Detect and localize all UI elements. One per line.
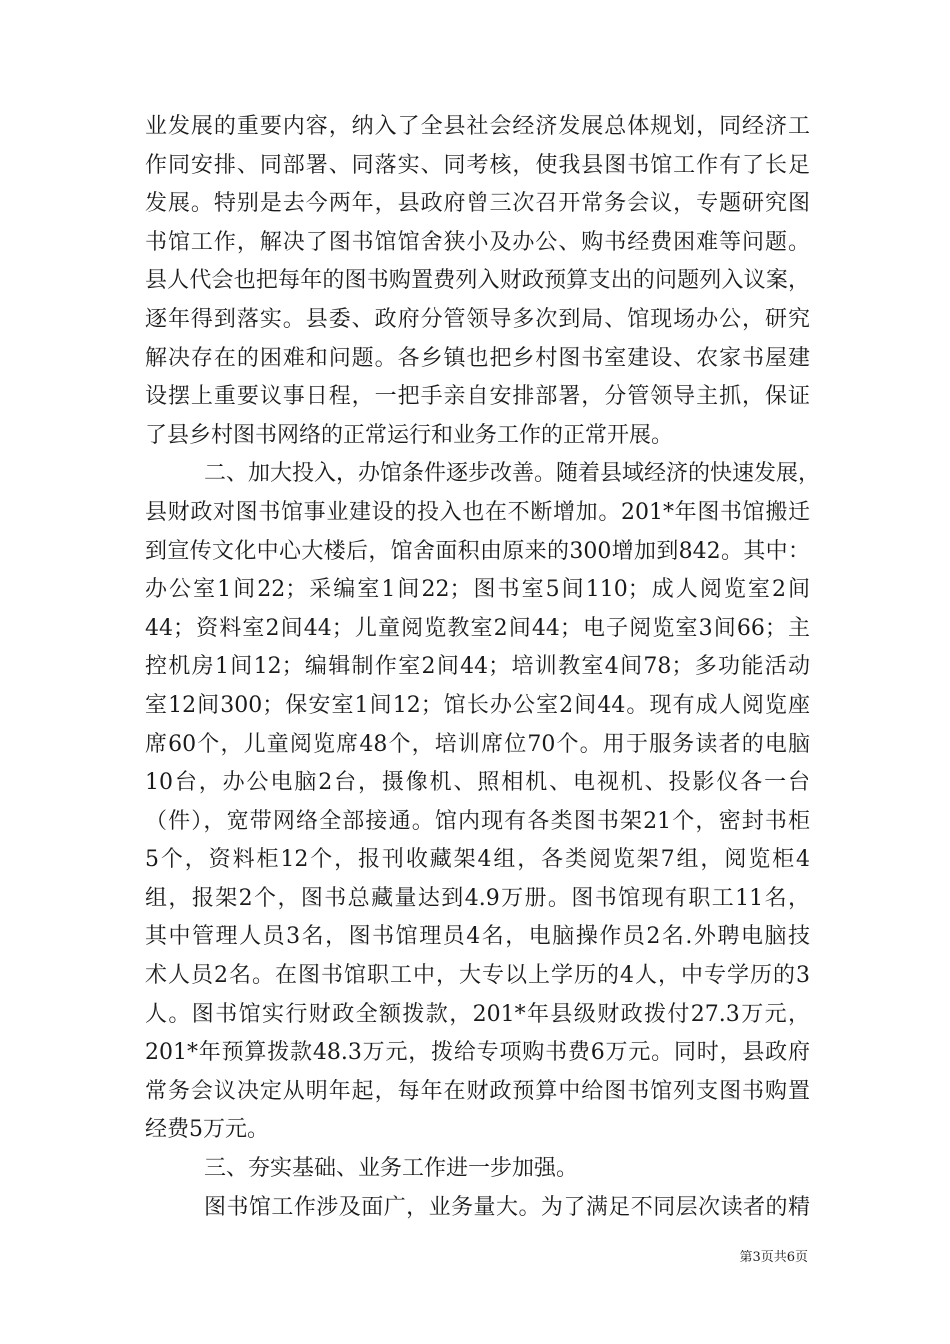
text-line: 组，报架2个，图书总藏量达到4.9万册。图书馆现有职工11名，: [145, 885, 810, 911]
text-line: 经费5万元。: [145, 1117, 269, 1143]
text-line: 县人代会也把每年的图书购置费列入财政预算支出的问题列入议案，: [145, 268, 810, 294]
section-heading-3: 三、夯实基础、业务工作进一步加强。: [204, 1156, 579, 1182]
text-line: 作同安排、同部署、同落实、同考核，使我县图书馆工作有了长足: [145, 152, 810, 178]
text-line: 图书馆工作涉及面广，业务量大。为了满足不同层次读者的精: [204, 1194, 810, 1220]
text-line: 办公室1间22；采编室1间22；图书室5间110；成人阅览室2间: [145, 577, 810, 603]
section-heading-2: 二、加大投入，办馆条件逐步改善。随着县域经济的快速发展，: [204, 461, 821, 487]
text-line: 席60个，儿童阅览席48个，培训席位70个。用于服务读者的电脑: [145, 731, 810, 757]
text-line: 201*年预算拨款48.3万元，拨给专项购书费6万元。同时，县政府: [145, 1040, 810, 1066]
text-line: 县财政对图书馆事业建设的投入也在不断增加。201*年图书馆搬迁: [145, 499, 810, 525]
page-number: 第3页共6页: [739, 1250, 808, 1265]
text-line: 其中管理人员3名，图书馆理员4名，电脑操作员2名.外聘电脑技: [145, 924, 810, 950]
text-line: 发展。特别是去今两年，县政府曾三次召开常务会议，专题研究图: [145, 191, 810, 217]
text-line: 控机房1间12；编辑制作室2间44；培训教室4间78；多功能活动: [145, 654, 810, 680]
text-line: 了县乡村图书网络的正常运行和业务工作的正常开展。: [145, 422, 674, 448]
text-line: 到宣传文化中心大楼后，馆舍面积由原来的300增加到842。其中：: [145, 538, 810, 564]
text-line: 逐年得到落实。县委、政府分管领导多次到局、馆现场办公，研究: [145, 306, 810, 332]
text-line: 44；资料室2间44；儿童阅览教室2间44；电子阅览室3间66；主: [145, 615, 810, 641]
text-line: 设摆上重要议事日程，一把手亲自安排部署，分管领导主抓，保证: [145, 384, 810, 410]
text-line: 解决存在的困难和问题。各乡镇也把乡村图书室建设、农家书屋建: [145, 345, 810, 371]
text-line: 书馆工作，解决了图书馆馆舍狭小及办公、购书经费困难等问题。: [145, 229, 810, 255]
document-body: [145, 108, 821, 1227]
text-line: （件），宽带网络全部接通。馆内现有各类图书架21个，密封书柜: [145, 808, 810, 834]
text-line: 10台，办公电脑2台，摄像机、照相机、电视机、投影仪各一台: [145, 770, 810, 796]
text-line: 常务会议决定从明年起，每年在财政预算中给图书馆列支图书购置: [145, 1078, 810, 1104]
text-line: 业发展的重要内容，纳入了全县社会经济发展总体规划，同经济工: [145, 114, 810, 139]
text-line: 室12间300；保安室1间12；馆长办公室2间44。现有成人阅览座: [145, 692, 810, 718]
text-line: 人。图书馆实行财政全额拨款，201*年县级财政拨付27.3万元，: [145, 1001, 810, 1027]
text-line: 术人员2名。在图书馆职工中，大专以上学历的4人，中专学历的3: [145, 963, 810, 989]
text-line: 5个，资料柜12个，报刊收藏架4组，各类阅览架7组，阅览柜4: [145, 847, 810, 873]
